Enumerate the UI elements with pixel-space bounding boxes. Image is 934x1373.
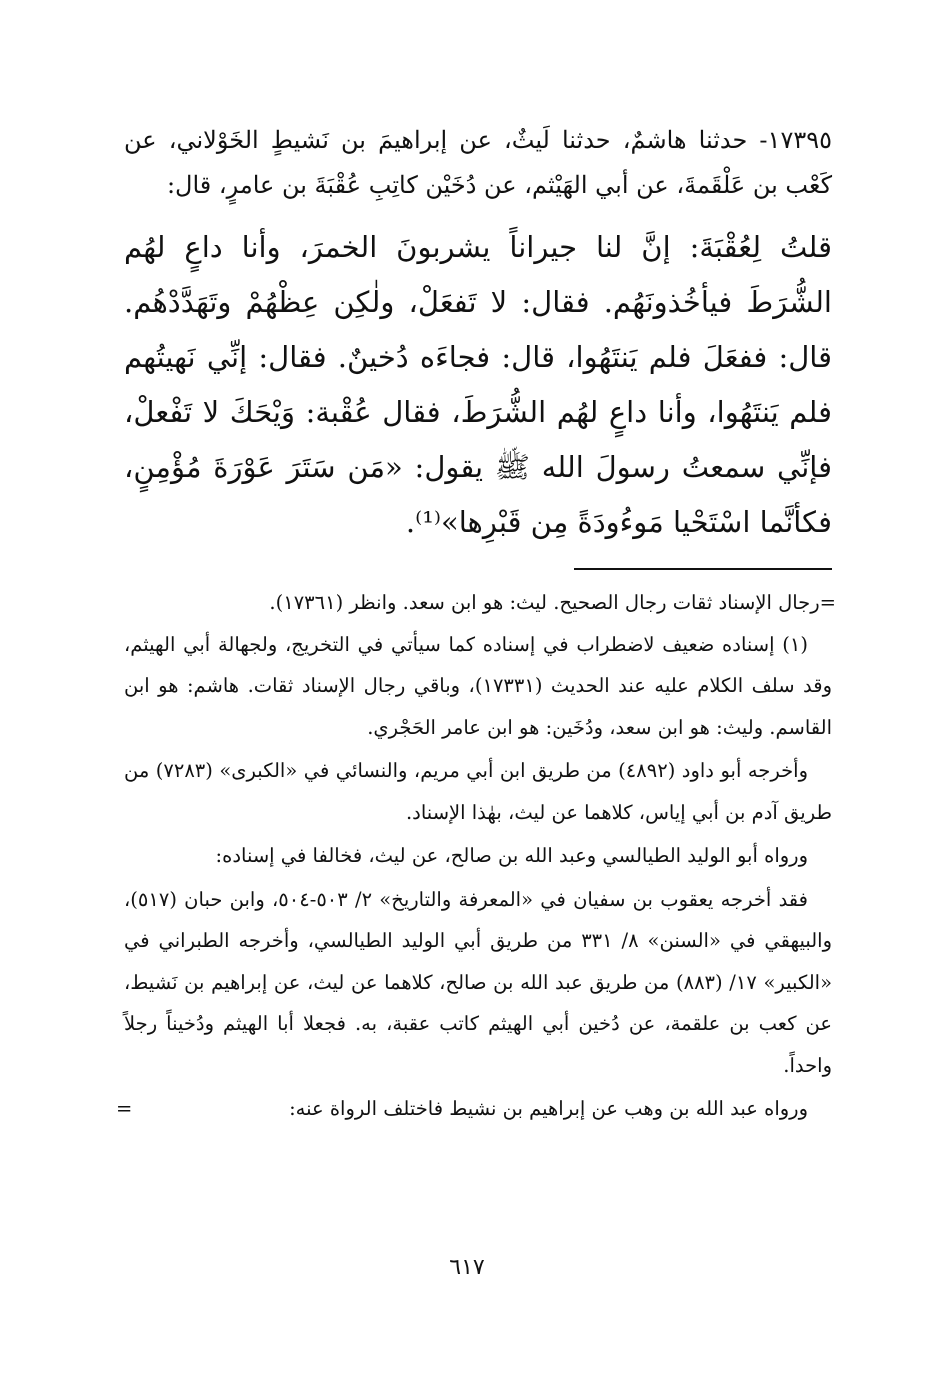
continuation-mark: = bbox=[116, 1097, 133, 1120]
hadith-isnad: ١٧٣٩٥- حدثنا هاشمٌ، حدثنا لَيثٌ، عن إبراهيمَ بن نَشيطٍ الخَوْلاني، عن كَعْب بن عَلْقَمةَ، عن أبي الهَيْثم، عن دُخَيْن كاتِبِ عُقْبَةَ بن عامرٍ، قال: bbox=[124, 126, 832, 199]
footnote-paragraph: وأخرجه أبو داود (٤٨٩٢) من طريق ابن أبي مريم، والنسائي في «الكبرى» (٧٢٨٣) من طريق آدم بن أبي إياس، كلاهما عن ليث، بهٰذا الإسناد. bbox=[124, 759, 832, 824]
page-body bbox=[116, 118, 836, 1130]
footnote-carryover: =رجال الإسناد ثقات رجال الصحيح. ليث: هو ابن سعد. وانظر (١٧٣٦١). bbox=[269, 591, 836, 614]
footnote-1: (١) إسناده ضعيف لاضطراب في إسناده كما سيأتي في التخريج، ولجهالة أبي الهيثم، وقد سلف الكلام عليه عند الحديث (١٧٣٣١)، وباقي رجال الإسناد ثقات. هاشم: هو ابن القاسم. وليث: هو ابن سعد، ودُخَين: هو ابن عامر الحَجْري. bbox=[124, 632, 832, 739]
footnote-paragraph: ورواه عبد الله بن وهب عن إبراهيم بن نشيط فاختلف الرواة عنه: bbox=[289, 1097, 808, 1120]
footnote-paragraph: فقد أخرجه يعقوب بن سفيان في «المعرفة والتاريخ» ٢/ ٥٠٣-٥٠٤، وابن حبان (٥١٧)، والبيهقي في «السنن» ٨/ ٣٣١ من طريق أبي الوليد الطيالسي، وأخرجه الطبراني في «الكبير» ١٧/ (٨٨٣) من طريق عبد الله بن صالح، كلاهما عن ليث، عن إبراهيم بن نَشيط، عن كعب بن علقمة، عن دُخين أبي الهيثم كاتب عقبة، به. فجعلا أبا الهيثم ودُخيناً رجلاً واحداً. bbox=[124, 887, 833, 1077]
footnote-paragraph: ورواه أبو الوليد الطيالسي وعبد الله بن صالح، عن ليث، فخالفا في إسناده: bbox=[215, 844, 808, 867]
footnote-separator bbox=[574, 568, 832, 570]
hadith-matn: قلتُ لِعُقْبَةَ: إنَّ لنا جيراناً يشربونَ الخمرَ، وأنا داعٍ لهُم الشُّرَطَ فيأخُذونَهُم. فقال: لا تَفعَلْ، ولٰكِن عِظْهُمْ وتَهَدَّدْهُم. قال: ففعَلَ فلم يَنتَهُوا، قال: فجاءَه دُخينٌ. فقال: إنِّي نَهيتُهم فلم يَنتَهُوا، وأنا داعٍ لهُم الشُّرَطَ، فقال عُقْبة: وَيْحَكَ لا تَفْعلْ، فإنِّي سمعتُ رسولَ الله ﷺ يقول: «مَن سَتَرَ عَوْرَةَ مُؤْمِنٍ، فكأنَّما اسْتَحْيا مَوءُودَةً مِن قَبْرِها»⁽¹⁾. bbox=[124, 230, 832, 539]
page-number: ٦١٧ bbox=[449, 1255, 485, 1280]
footnote-last-line bbox=[116, 1088, 832, 1130]
footnotes bbox=[116, 582, 836, 1130]
footnote-separator-wrap bbox=[124, 568, 832, 570]
